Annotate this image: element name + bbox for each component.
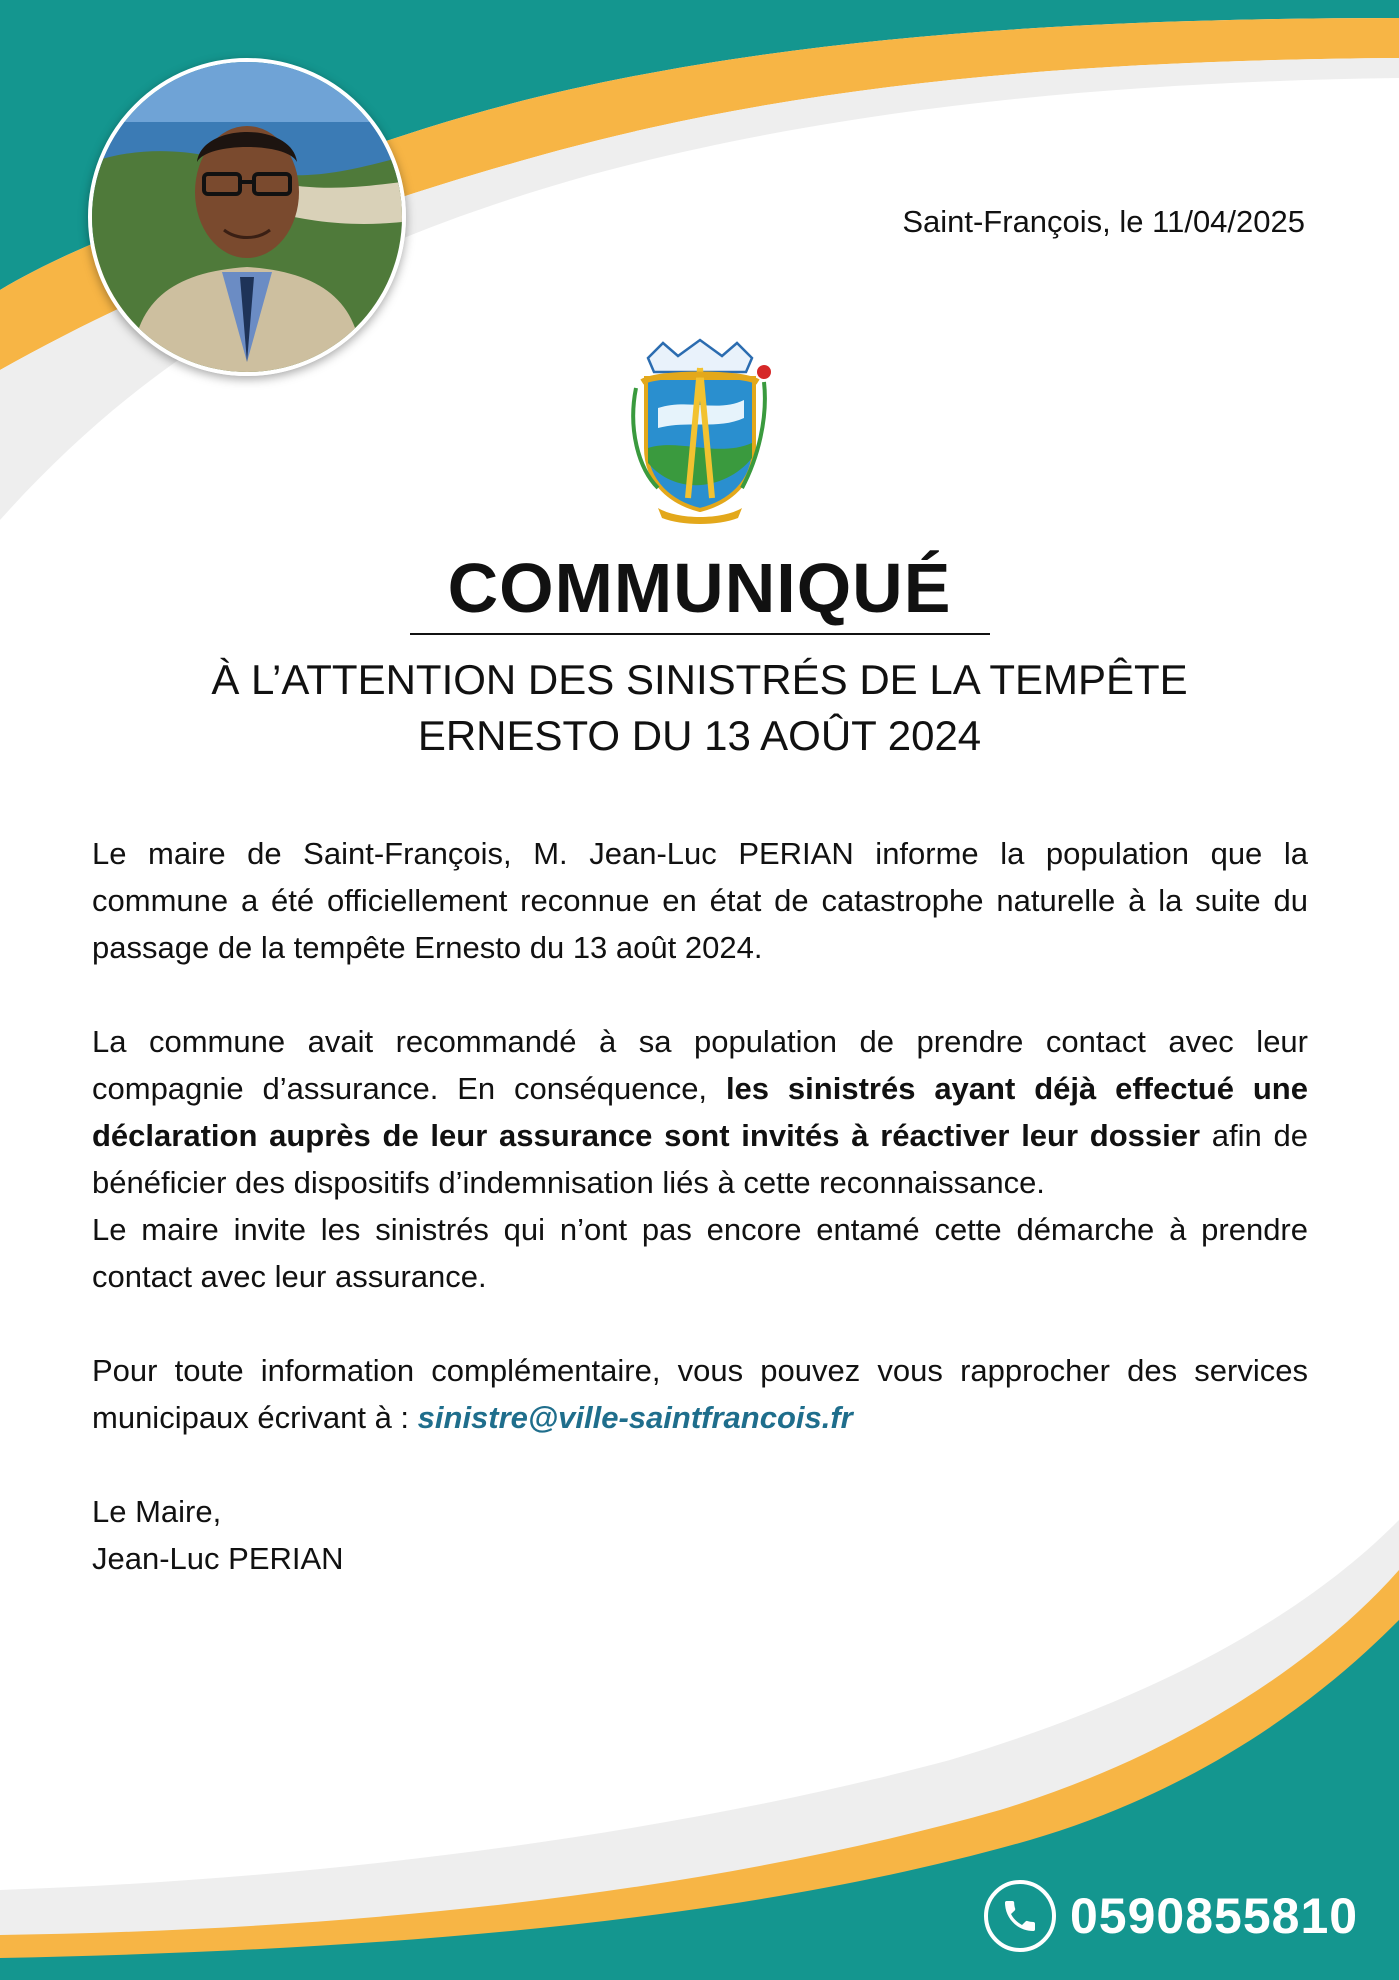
paragraph-announcement: Le maire de Saint-François, M. Jean-Luc PERIAN informe la population que la commune a été officiellement reconnue en état de catastrophe naturelle à la suite du passage de la tempête Ernesto du 13 août 2024.	[92, 836, 1308, 965]
subtitle-line-2: ERNESTO DU 13 AOÛT 2024	[417, 712, 982, 759]
paragraph-contact-text: Pour toute information complémentaire, vous pouvez vous rapprocher des services municipaux écrivant à :	[92, 1353, 1308, 1435]
mayor-portrait	[88, 58, 406, 376]
paragraph-recommendation-start: La commune avait recommandé à sa population de prendre contact avec leur compagnie d’assurance. En conséquence,	[92, 1024, 1308, 1106]
document-date: Saint-François, le 11/04/2025	[902, 204, 1305, 239]
paragraph-contact	[92, 1347, 1308, 1441]
subtitle-line-1: À L’ATTENTION DES SINISTRÉS DE LA TEMPÊTE	[211, 656, 1188, 703]
page-title: COMMUNIQUÉ	[447, 549, 952, 627]
closing-title: Le Maire,	[92, 1494, 222, 1529]
title-underline	[410, 633, 990, 635]
footer-phone[interactable]	[984, 1878, 1358, 1954]
paragraph-recommendation-bold: les sinistrés ayant déjà effectué une déclaration auprès de leur assurance sont invités à réactiver leur dossier	[92, 1071, 1308, 1153]
paragraph-recommendation-end: afin de bénéficier des dispositifs d’indemnisation liés à cette reconnaissance.	[92, 1118, 1308, 1200]
saint-francois-crest-logo	[618, 338, 782, 524]
communique-body	[92, 830, 1308, 1582]
phone-icon	[984, 1880, 1056, 1952]
paragraph-invitation: Le maire invite les sinistrés qui n’ont pas encore entamé cette démarche à prendre contact avec leur assurance.	[92, 1212, 1308, 1294]
contact-email-link[interactable]: sinistre@ville-saintfrancois.fr	[417, 1400, 853, 1435]
phone-number: 0590855810	[1070, 1888, 1359, 1944]
paragraph-recommendation	[92, 1018, 1308, 1206]
signature-name: Jean-Luc PERIAN	[92, 1541, 344, 1576]
subtitle	[150, 652, 1249, 764]
